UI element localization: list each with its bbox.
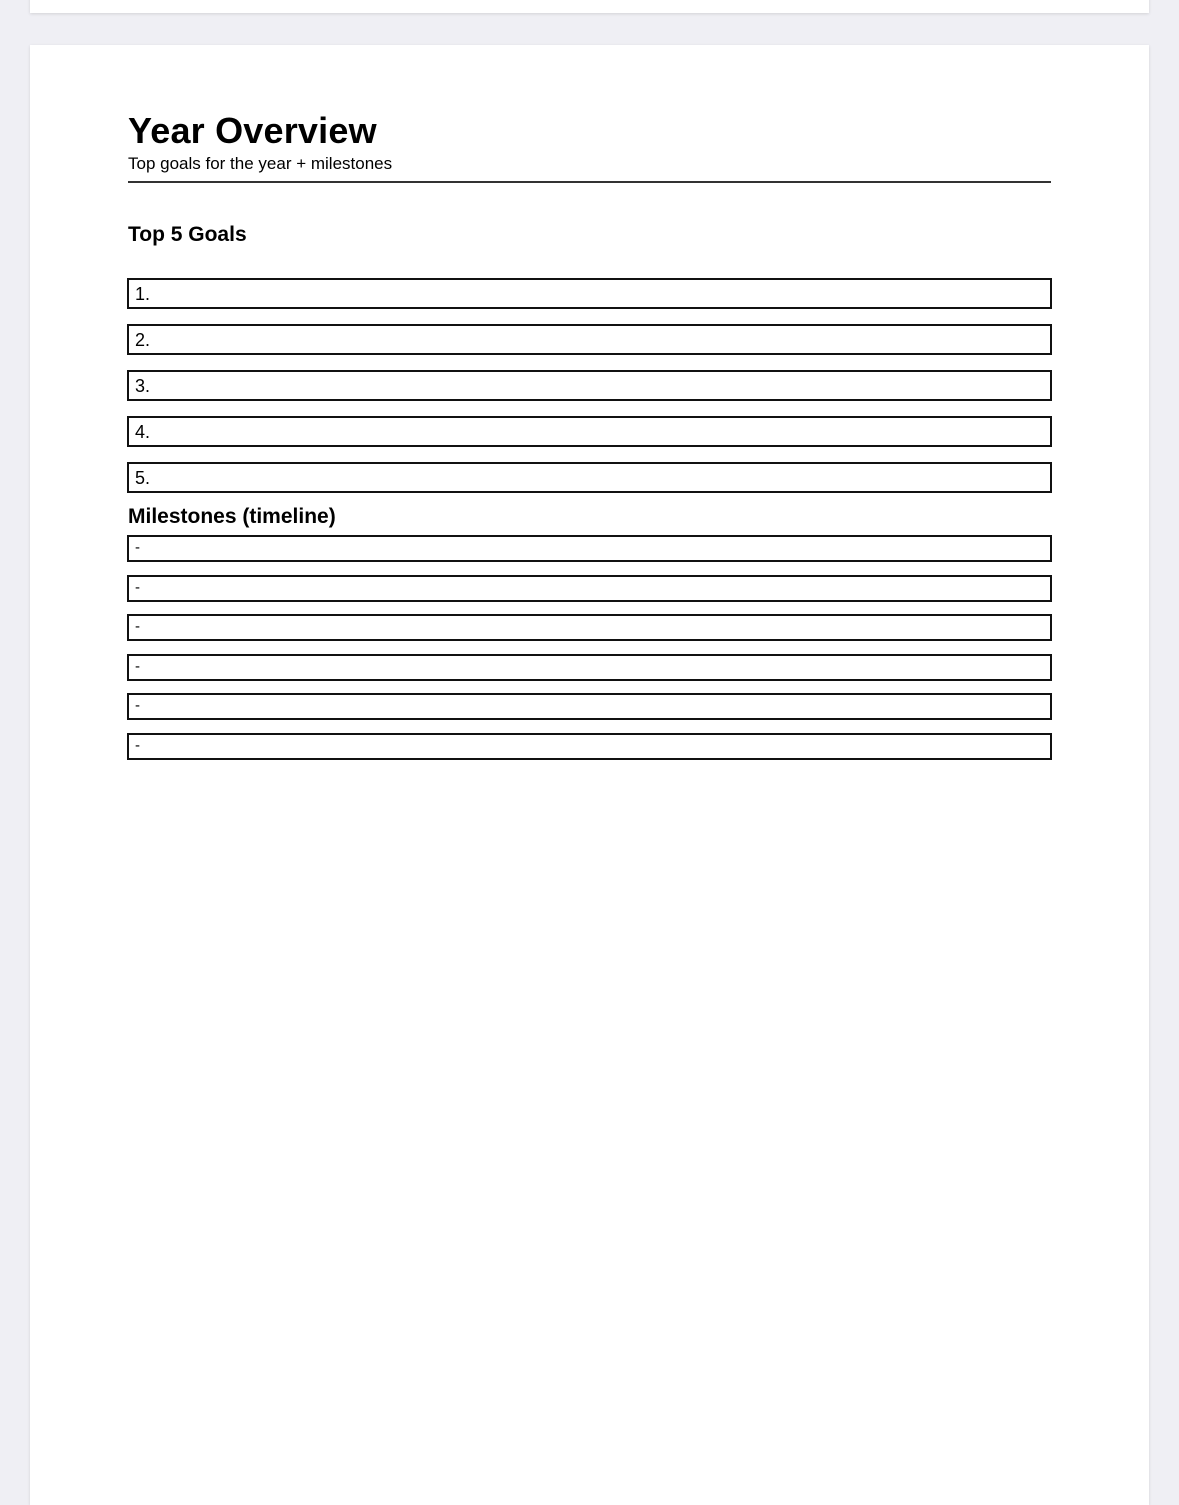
page-title: Year Overview xyxy=(128,110,377,151)
title-divider xyxy=(128,181,1051,183)
milestone-field-3[interactable] xyxy=(127,614,1052,641)
milestone-field-2[interactable] xyxy=(127,575,1052,602)
goal-number: 5. xyxy=(135,468,151,488)
goal-field-4[interactable] xyxy=(127,416,1052,447)
goal-number: 4. xyxy=(135,422,151,442)
goal-field-5[interactable] xyxy=(127,462,1052,493)
milestone-bullet: - xyxy=(135,618,140,635)
goal-field-2[interactable] xyxy=(127,324,1052,355)
milestone-bullet: - xyxy=(135,737,140,754)
milestone-bullet: - xyxy=(135,539,140,556)
goal-number: 1. xyxy=(135,284,151,304)
goal-field-1[interactable] xyxy=(127,278,1052,309)
milestones-heading: Milestones (timeline) xyxy=(128,505,336,528)
goals-heading: Top 5 Goals xyxy=(128,223,247,246)
milestone-field-6[interactable] xyxy=(127,733,1052,760)
goal-number: 3. xyxy=(135,376,151,396)
milestone-field-5[interactable] xyxy=(127,693,1052,720)
document-page xyxy=(30,45,1149,1505)
milestone-bullet: - xyxy=(135,579,140,596)
goal-field-3[interactable] xyxy=(127,370,1052,401)
milestone-bullet: - xyxy=(135,697,140,714)
milestone-field-4[interactable] xyxy=(127,654,1052,681)
page-subtitle: Top goals for the year + milestones xyxy=(128,154,393,173)
goal-number: 2. xyxy=(135,330,151,350)
milestone-bullet: - xyxy=(135,658,140,675)
milestone-field-1[interactable] xyxy=(127,535,1052,562)
previous-page-edge xyxy=(30,0,1149,13)
